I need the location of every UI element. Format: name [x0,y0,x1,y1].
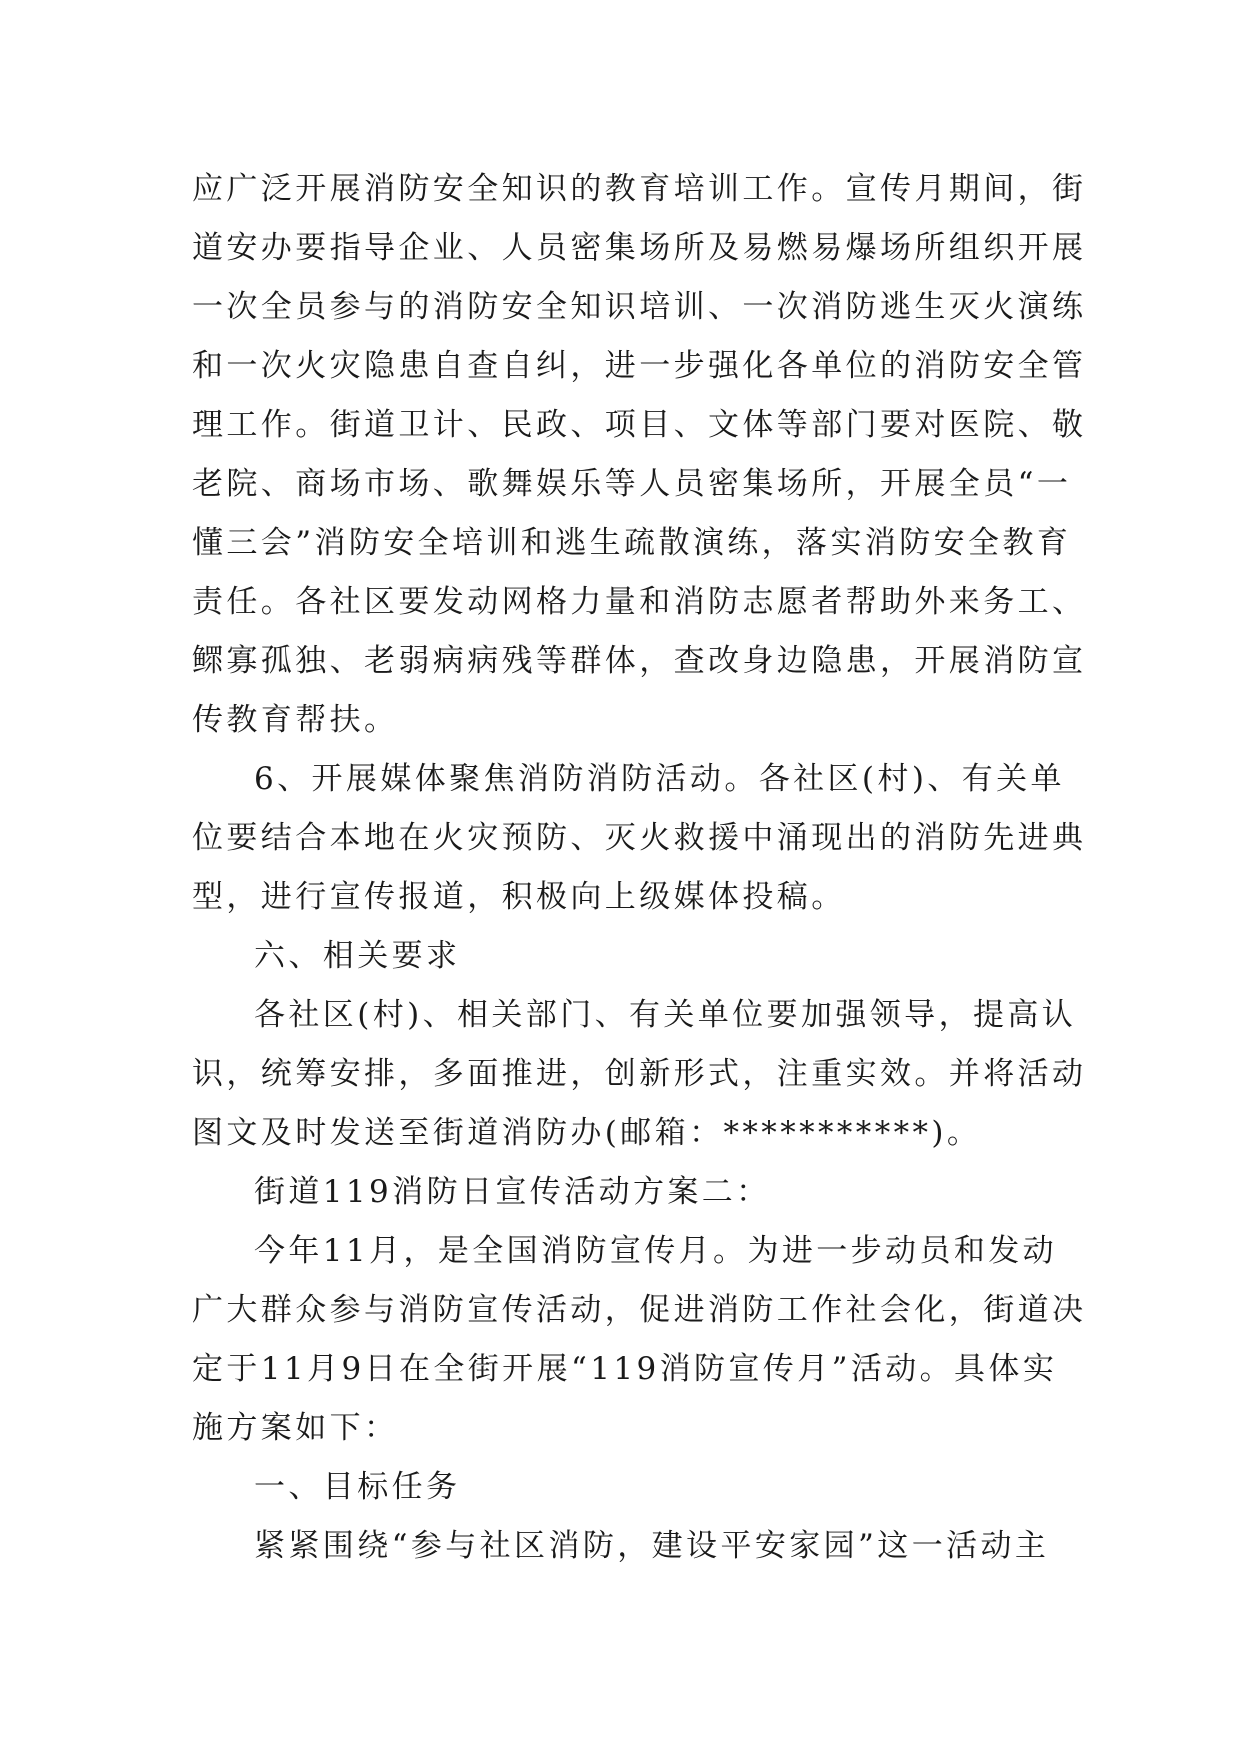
text-line: 应广泛开展消防安全知识的教育培训工作。宣传月期间，街 [192,171,1087,207]
text-line: 理工作。街道卫计、民政、项目、文体等部门要对医院、敬 [192,407,1087,443]
section-heading: 一、目标任务 [254,1469,461,1505]
text-line: 传教育帮扶。 [192,702,399,738]
paragraph-start-line: 各社区(村)、相关部门、有关单位要加强领导，提高认 [254,997,1077,1033]
text-line: 道安办要指导企业、人员密集场所及易燃易爆场所组织开展 [192,230,1087,266]
text-line: 位要结合本地在火灾预防、灭火救援中涌现出的消防先进典 [192,820,1087,856]
text-line: 一次全员参与的消防安全知识培训、一次消防逃生灭火演练 [192,289,1087,325]
text-line: 施方案如下： [192,1410,399,1446]
paragraph-start-line: 紧紧围绕“参与社区消防，建设平安家园”这一活动主 [254,1528,1050,1564]
paragraph-start-line: 今年11月，是全国消防宣传月。为进一步动员和发动 [254,1233,1058,1269]
paragraph-start-line: 6、开展媒体聚焦消防消防活动。各社区(村)、有关单 [254,761,1065,797]
plan-title: 街道119消防日宣传活动方案二： [254,1174,771,1210]
text-line: 责任。各社区要发动网格力量和消防志愿者帮助外来务工、 [192,584,1087,620]
section-heading: 六、相关要求 [254,938,461,974]
text-line: 识，统筹安排，多面推进，创新形式，注重实效。并将活动 [192,1056,1087,1092]
text-line: 和一次火灾隐患自查自纠，进一步强化各单位的消防安全管 [192,348,1087,384]
text-line: 老院、商场市场、歌舞娱乐等人员密集场所，开展全员“一 [192,466,1072,502]
body-text [192,160,1087,1576]
text-line: 鳏寡孤独、老弱病病残等群体，查改身边隐患，开展消防宣 [192,643,1087,679]
text-line: 定于11月9日在全街开展“119消防宣传月”活动。具体实 [192,1351,1058,1387]
text-line: 广大群众参与消防宣传活动，促进消防工作社会化，街道决 [192,1292,1087,1328]
text-line: 型，进行宣传报道，积极向上级媒体投稿。 [192,879,846,915]
text-line: 图文及时发送至街道消防办(邮箱：***********)。 [192,1115,982,1151]
text-line: 懂三会”消防安全培训和逃生疏散演练，落实消防安全教育 [192,525,1072,561]
